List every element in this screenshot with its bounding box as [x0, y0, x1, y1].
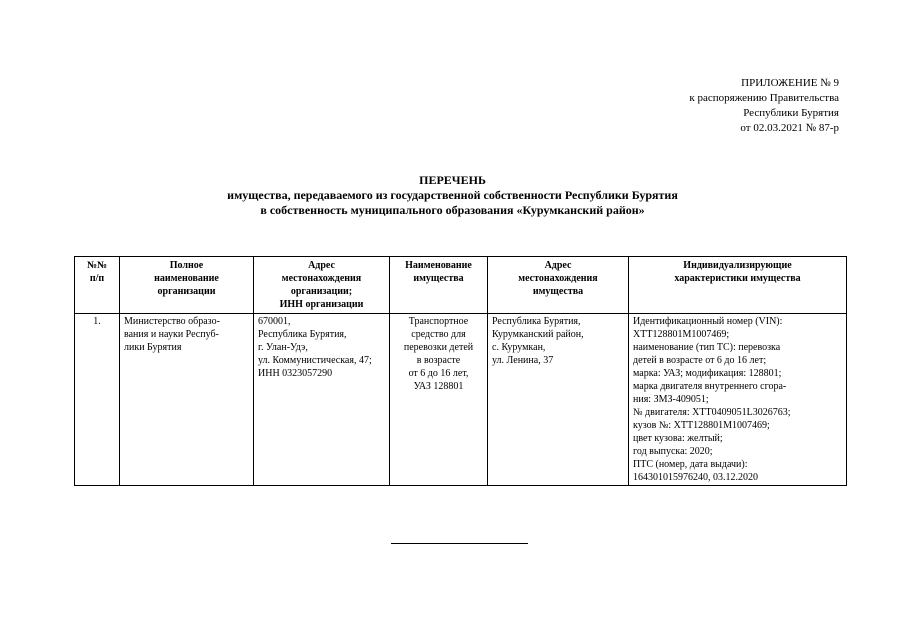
cell-line: ИНН 0323057290 — [258, 368, 333, 379]
cell-line: наименование (тип ТС): перевозка — [633, 342, 781, 353]
header-line: местонахождения — [281, 273, 362, 284]
cell-line: № двигателя: ХТТ0409051L3026763; — [633, 407, 791, 418]
cell-line: ния: ЗМЗ-409051; — [633, 394, 709, 405]
characteristics-cell — [629, 314, 847, 486]
cell-line: ул. Коммунистическая, 47; — [258, 355, 372, 366]
property-table — [74, 256, 847, 486]
header-line: п/п — [89, 273, 105, 284]
cell-line: Министерство образо- — [124, 316, 220, 327]
header-line: организации — [157, 286, 216, 297]
cell-line: ПТС (номер, дата выдачи): — [633, 459, 748, 470]
cell-line: в возрасте — [416, 355, 461, 366]
header-org-name — [120, 257, 254, 314]
header-line: наименование — [154, 273, 219, 284]
header-org-address — [254, 257, 390, 314]
cell-line: кузов №: ХТТ128801М1007469; — [633, 420, 770, 431]
cell-line: Республика Бурятия, — [258, 329, 347, 340]
org-address-cell — [254, 314, 390, 486]
header-line: Адрес — [544, 260, 572, 271]
cell-line: Республика Бурятия, — [492, 316, 581, 327]
header-line: имущества — [413, 273, 464, 284]
header-line: Адрес — [308, 260, 335, 271]
table-header-row — [75, 257, 847, 314]
cell-line: средство для — [411, 329, 466, 340]
cell-line: Идентификационный номер (VIN): — [633, 316, 783, 327]
property-name-cell — [390, 314, 488, 486]
cell-line: 164301015976240, 03.12.2020 — [633, 472, 758, 483]
cell-line: год выпуска: 2020; — [633, 446, 713, 457]
cell-line: 670001, — [258, 316, 291, 327]
cell-line: перевозки детей — [403, 342, 474, 353]
header-line: Наименование — [405, 260, 472, 271]
property-address-cell — [488, 314, 629, 486]
cell-line: Транспортное — [408, 316, 469, 327]
title-heading: ПЕРЕЧЕНЬ — [419, 173, 486, 187]
end-divider — [391, 543, 528, 544]
appendix-line: Республики Бурятия — [743, 107, 839, 119]
header-characteristics — [629, 257, 847, 314]
table-row — [75, 314, 847, 486]
cell-line: УАЗ 128801 — [413, 381, 464, 392]
cell-line: цвет кузова: желтый; — [633, 433, 723, 444]
header-property-name — [390, 257, 488, 314]
cell-line: марка: УАЗ; модификация: 128801; — [633, 368, 782, 379]
row-number: 1. — [75, 314, 120, 486]
header-line: организации; — [290, 286, 353, 297]
header-line: местонахождения — [518, 273, 598, 284]
header-line: Индивидуализирующие — [683, 260, 792, 271]
cell-line: лики Бурятия — [124, 342, 182, 353]
cell-line: с. Курумкан, — [492, 342, 546, 353]
cell-line: детей в возрасте от 6 до 16 лет; — [633, 355, 767, 366]
cell-line: марка двигателя внутреннего сгора- — [633, 381, 787, 392]
header-line: имущества — [532, 286, 584, 297]
cell-line: Курумканский район, — [492, 329, 584, 340]
header-line: №№ — [86, 260, 108, 271]
header-property-address — [488, 257, 629, 314]
cell-line: ХТТ128801М1007469; — [633, 329, 730, 340]
title-line-2: в собственность муниципального образования «Курумканский район» — [260, 203, 645, 217]
header-line: ИНН организации — [279, 299, 364, 310]
header-line: характеристики имущества — [674, 273, 801, 284]
title-line-1: имущества, передаваемого из государственной собственности Республики Бурятия — [227, 188, 678, 202]
cell-line: ул. Ленина, 37 — [492, 355, 554, 366]
appendix-line: от 02.03.2021 № 87-р — [740, 122, 839, 134]
appendix-line: ПРИЛОЖЕНИЕ № 9 — [741, 77, 839, 89]
cell-line: от 6 до 16 лет, — [408, 368, 469, 379]
appendix-reference — [689, 76, 839, 136]
header-line: Полное — [169, 260, 204, 271]
document-title — [0, 173, 905, 218]
cell-line: г. Улан-Удэ, — [258, 342, 308, 353]
org-name-cell — [120, 314, 254, 486]
cell-line: вания и науки Респуб- — [124, 329, 219, 340]
appendix-line: к распоряжению Правительства — [689, 92, 839, 104]
header-number — [75, 257, 120, 314]
